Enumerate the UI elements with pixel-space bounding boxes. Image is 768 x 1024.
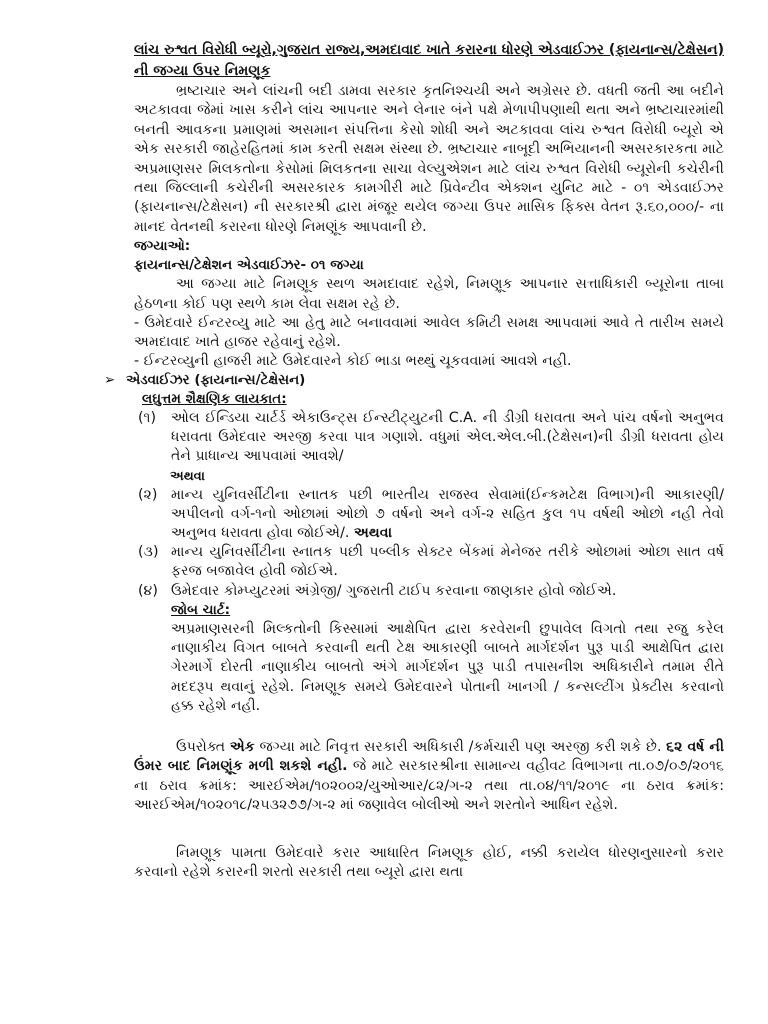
advisor-heading-row bbox=[104, 371, 694, 390]
qualification-number: (૨) bbox=[138, 486, 158, 503]
qualification-text: માન્ય યુનિવર્સીટીના સ્નાતક પછી પબ્લીક સેક્ટર બેંકમાં મેનેજર તરીકે ઓછામાં ઓછા સાત વર્ષ ફરજ બજાવેલ હોવી જોઈએ. bbox=[171, 544, 724, 580]
interview-note-1: - ઉમેદવારે ઈન્ટરવ્યુ માટે આ હેતુ માટે બનાવવામાં આવેલ કમિટી સમક્ષ આપવામાં આવે તે તારીખ સમયે અમદાવાદ ખાતે હાજર રહેવાનું રહેશે. bbox=[134, 315, 724, 351]
document-title: લાંચ રુશ્વત વિરોધી બ્યૂરો,ગુજરાત રાજ્ય,અમદાવાદ ખાતે કરારના ધોરણે એડવાઈઝર (ફાયનાન્સ/ટેક્ષેસન) ની જગ્યા ઉપર નિમણૂક bbox=[134, 42, 724, 79]
or-label: અથવા bbox=[170, 468, 205, 484]
spacer bbox=[134, 716, 724, 738]
qualification-number: (૪) bbox=[138, 582, 158, 599]
qualification-number: (૧) bbox=[138, 410, 157, 427]
qualification-text: ઓલ ઈન્ડિયા ચાર્ટર્ડ એકાઉન્ટ્સ ઈન્સ્ટીટ્યુટની C.A. ની ડીગ્રી ધરાવતા અને પાંચ વર્ષનો અનુભવ ધરાવતા ઉમેદવાર અરજી કરવા પાત્ર ગણાશે. વધુમાં એલ.એલ.બી.(ટેક્ષેસન)ની ડીગ્રી ધરાવતા હોય તેને પ્રાધાન્ય આપવામાં આવશે/ bbox=[171, 410, 724, 465]
document-body bbox=[104, 40, 725, 882]
qualification-number: (૩) bbox=[138, 544, 159, 561]
interview-note-2: - ઈન્ટરવ્યુની હાજરી માટે ઉમેદવારને કોઈ ભાડા ભથ્થું ચૂકવવામાં આવશે નહી. bbox=[134, 353, 572, 370]
eligibility-text-b: જગ્યા માટે નિવૃત્ત સરકારી અધિકારી /કર્મચારી પણ અરજી કરી શકે છે. bbox=[259, 738, 662, 755]
qualification-text: માન્ય યુનિવર્સીટીના સ્નાતક પછી ભારતીય રાજસ્વ સેવામાં(ઈન્કમટેક્ષ વિભાગ)ની આકારણી/અપીલનો વર્ગ-૧નો ઓછામાં ઓછો ૭ વર્ષનો અને વર્ગ-૨ સહિત કુલ ૧૫ વર્ષથી ઓછો નહી તેવો અનુભવ ધરાવતા હોવા જોઈએ/. bbox=[171, 486, 724, 542]
eligibility-text-a: ઉપરોક્ત bbox=[176, 738, 226, 755]
qualification-or-suffix: અથવા bbox=[353, 525, 393, 542]
job-chart-text: અપ્રમાણસરની મિલ્કતોની કિસ્સામાં આક્ષેપિત દ્વારા કરવેરાની છુપાવેલ વિગતો તથા રજુ કરેલ નાણાકીય વિગત બાબતે કરવાની થતી ટેક્ષ આકારણી બાબતે માર્ગદર્શન પુરૂ પાડી આક્ષેપિત દ્વારા ગેરમાર્ગે દોરતી નાણાકીય બાબતો અંગે માર્ગદર્શન પુરૂ પાડી તપાસનીશ અધિકારીને તમામ રીતે મદદરૂપ થવાનું રહેશે. નિમણૂક સમયે ઉમેદવારને પોતાની ખાનગી / કન્સલ્ટીંગ પ્રેક્ટીસ કરવાનો હક્ક રહેશે નહી. bbox=[171, 620, 724, 714]
eligibility-paragraph bbox=[134, 738, 724, 816]
qualification-item bbox=[134, 543, 724, 581]
arrow-bullet-icon: ➢ bbox=[104, 372, 116, 389]
job-chart-heading: જોબ ચાર્ટ: bbox=[171, 601, 231, 618]
intro-paragraph: ભ્રષ્ટાચાર અને લાંચની બદી ડામવા સરકાર કૃતનિશ્ચયી અને અગ્રેસર છે. વધતી જતી આ બદીને અટકાવવા જેમાં ખાસ કરીને લાંચ આપનાર અને લેનાર બંને પક્ષે મેળાપીપણાથી થતા અને ભ્રષ્ટાચારમાંથી બનતી આવકના પ્રમાણમાં અસમાન સંપત્તિના કેસો શોધી અને અટકાવવા લાંચ રુશ્વત વિરોધી બ્યૂરો એ એક સરકારી જાહેરહિતમાં કામ કરતી સક્ષમ સંસ્થા છે. ભ્રષ્ટાચાર નાબૂદી અભિયાનની અસરકારકતા માટે અપ્રમાણસર મિલકતોના કેસોમાં મિલકતના સાચા વેલ્યુએશન માટે લાંચ રુશ્વત વિરોધી બ્યૂરોની કચેરીની તથા જિલ્લાની કચેરીની અસરકારક કામગીરી માટે પ્રિવેન્ટીવ એક્શન યુનિટ માટે - ૦૧ એડવાઈઝર (ફાયનાન્સ/ટેક્ષેસન) ની સરકારશ્રી દ્વારા મંજૂર થયેલ જગ્યા ઉપર માસિક ફિક્સ વેતન રૂ.૬૦,૦૦૦/- ના માનદ વેતનથી કરારના ધોરણે નિમણૂંક આપવાની છે. bbox=[134, 83, 724, 235]
qualification-item bbox=[134, 486, 724, 544]
posting-paragraph: આ જગ્યા માટે નિમણૂક સ્થળ અમદાવાદ રહેશે, નિમણૂક આપનાર સત્તાધિકારી બ્યૂરોના તાબા હેઠળના કોઈ પણ સ્થળે કામ લેવા સક્ષમ રહે છે. bbox=[134, 276, 724, 312]
spacer bbox=[134, 816, 724, 844]
qualification-heading: લઘુત્તમ શૈક્ષણિક લાયકાત: bbox=[142, 391, 287, 408]
advisor-heading: એડવાઈઝર (ફાયનાન્સ/ટેક્ષેસન) bbox=[126, 372, 306, 389]
eligibility-text-c: જે માટે સરકારશ્રીના સામાન્ય વહીવટ વિભાગના તા.૦૭/૦૭/૨૦૧૬ ના ઠરાવ ક્રમાંક: આરઈએમ/૧૦૨૦૦૨/યુઓઆર/૮૨/ગ-૨ તથા તા.૦૪/૧૧/૨૦૧૯ ના ઠરાવ ક્રમાંક: આરઈએમ/૧૦૨૦૧૮/૨૫૩૨૭૭/ગ-૨ માં જણાવેલ બોલીઓ અને શરતોને આધિન રહેશે. bbox=[134, 758, 724, 814]
qualification-item bbox=[134, 409, 724, 467]
post-title: ફાયનાન્સ/ટેક્ષેશન એડવાઈઝર- ૦૧ જગ્યા bbox=[134, 257, 364, 274]
contract-paragraph: નિમણૂક પામતા ઉમેદવારે કરાર આધારિત નિમણૂક હોઈ, નક્કી કરાયેલ ધોરણનુસારનો કરાર કરવાનો રહેશે કરારની શરતો સરકારી તથા બ્યૂરો દ્વારા થતા bbox=[134, 844, 724, 880]
posts-heading: જગ્યાઓ: bbox=[134, 238, 191, 255]
eligibility-bold-one: એક bbox=[229, 738, 255, 755]
qualification-text: ઉમેદવાર કોમ્પ્યુટરમાં અંગ્રેજી/ ગુજરાતી ટાઈપ કરવાના જાણકાર હોવો જોઈએ. bbox=[171, 582, 617, 599]
age-limit-text: ૬૨ વર્ષ ની ઉંમર બાદ નિમણૂંક મળી શકશે નહી. bbox=[134, 738, 725, 775]
qualification-item bbox=[134, 582, 724, 601]
